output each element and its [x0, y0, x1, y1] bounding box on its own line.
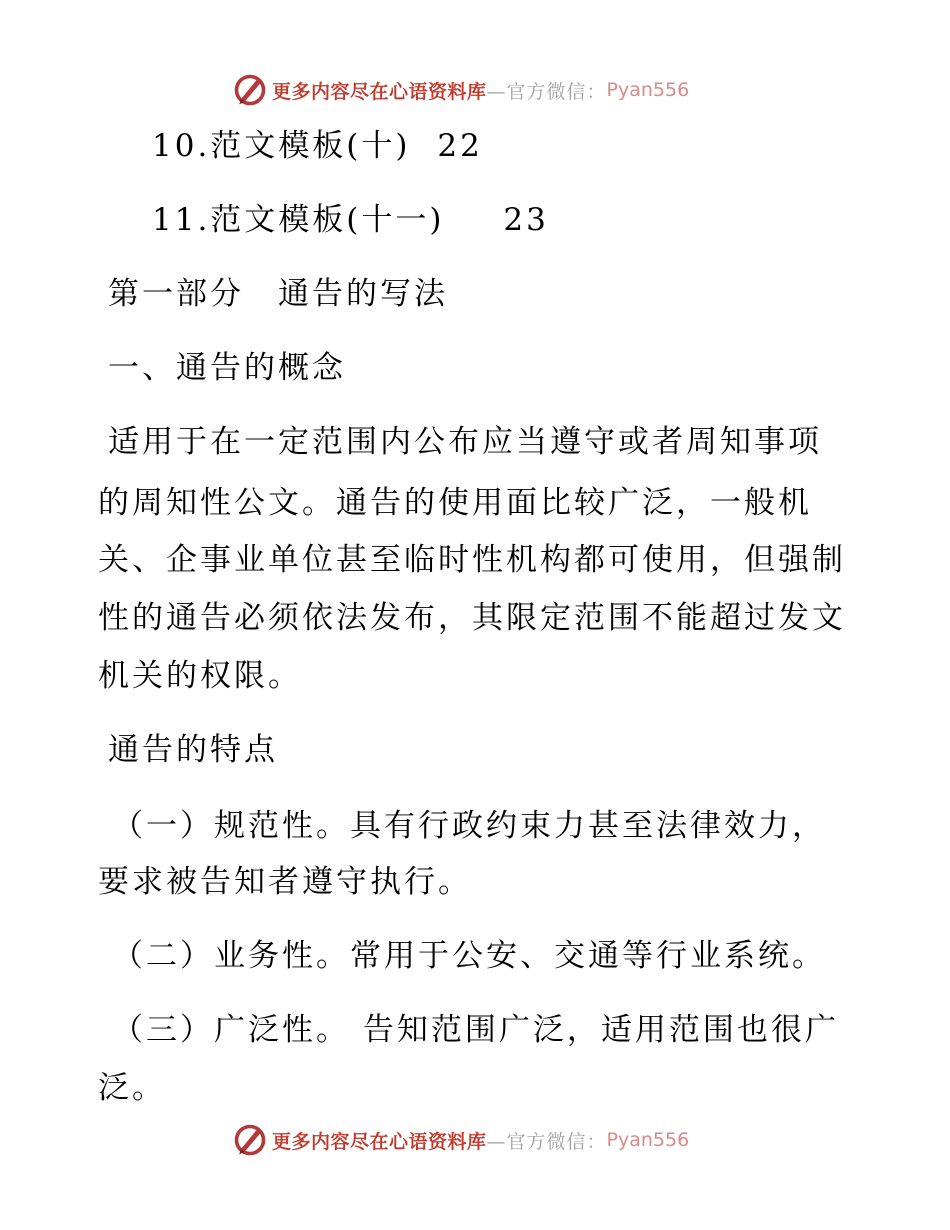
concept-heading: 一、通告的概念: [108, 350, 346, 386]
header-watermark: [232, 70, 689, 110]
watermark-sub-text: —官方微信：: [486, 1130, 607, 1153]
feature-item-line: 泛。: [98, 1070, 166, 1106]
watermark-wechat-id: Pyan556: [606, 1129, 690, 1151]
part-title: 第一部分 通告的写法: [108, 276, 448, 312]
concept-paragraph-line: 性的通告必须依法发布，其限定范围不能超过发文: [98, 600, 846, 636]
toc-label: 10.范文模板(十): [152, 128, 411, 164]
concept-paragraph-line: 机关的权限。: [98, 658, 302, 694]
feature-item-line: 要求被告知者遵守执行。: [98, 864, 472, 900]
features-heading: 通告的特点: [108, 732, 278, 768]
footer-watermark: [232, 1120, 689, 1160]
concept-paragraph-line: 适用于在一定范围内公布应当遵守或者周知事项: [108, 424, 822, 460]
watermark-main-text: 更多内容尽在心语资料库: [272, 80, 487, 103]
watermark-main-text: 更多内容尽在心语资料库: [272, 1130, 487, 1153]
toc-label: 11.范文模板(十一): [152, 202, 445, 238]
watermark-wechat-id: Pyan556: [606, 79, 690, 101]
toc-page-number: 22: [437, 128, 483, 164]
toc-entry: [152, 126, 483, 166]
concept-paragraph-line: 关、企事业单位甚至临时性机构都可使用，但强制: [98, 542, 846, 578]
toc-entry: [152, 200, 549, 240]
pen-logo-icon: [232, 72, 268, 108]
toc-page-number: 23: [503, 202, 549, 238]
watermark-sub-text: —官方微信：: [486, 80, 607, 103]
feature-item-line: （一）规范性。具有行政约束力甚至法律效力，: [112, 808, 826, 844]
pen-logo-icon: [232, 1122, 268, 1158]
concept-paragraph-line: 的周知性公文。通告的使用面比较广泛，一般机: [98, 485, 812, 521]
feature-item-line: （二）业务性。常用于公安、交通等行业系统。: [112, 938, 826, 974]
feature-item-line: （三）广泛性。 告知范围广泛，适用范围也很广: [112, 1012, 839, 1048]
